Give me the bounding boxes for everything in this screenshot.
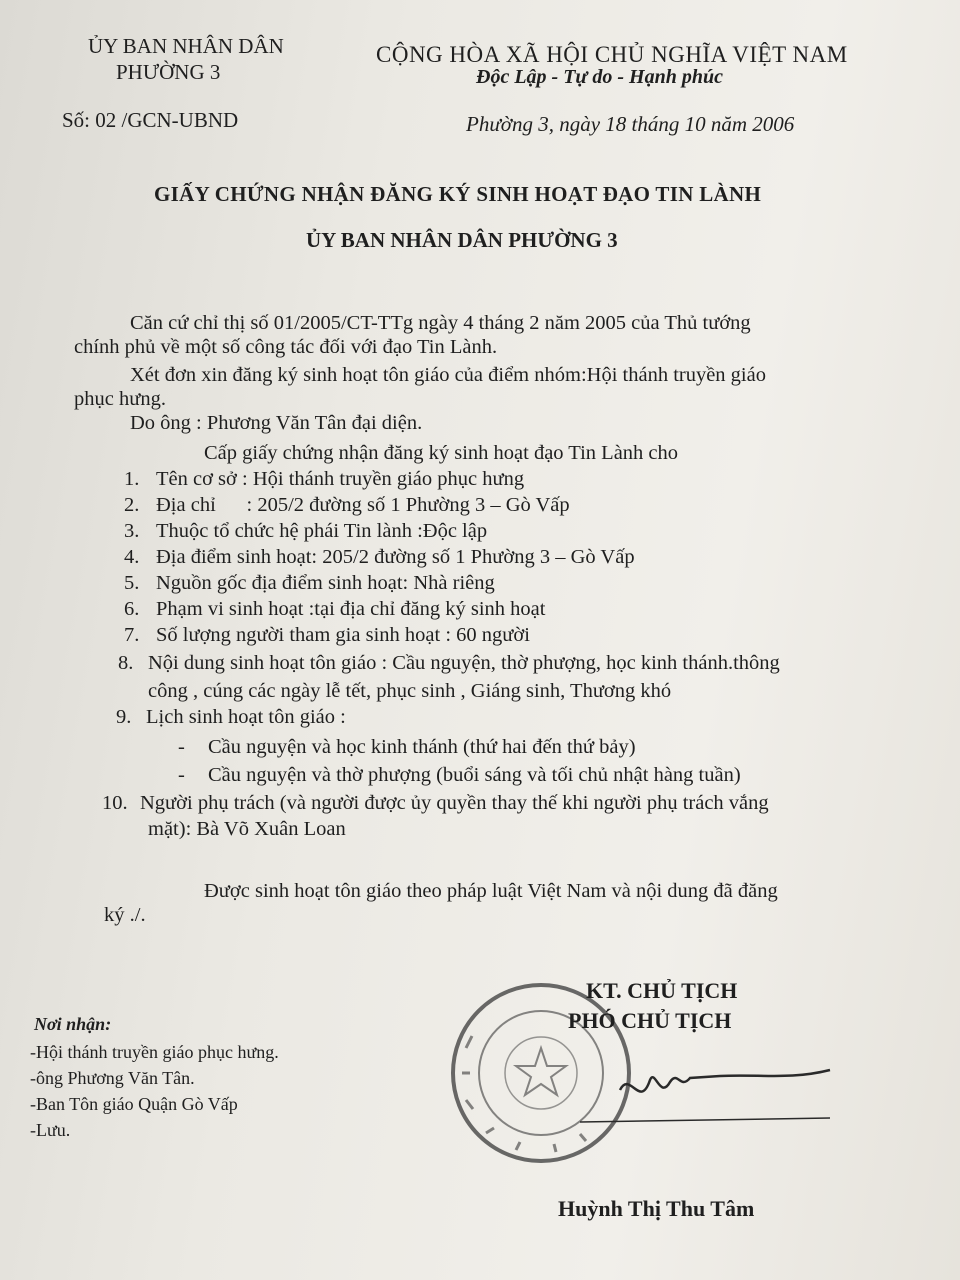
recipient-item: -Lưu.	[30, 1120, 71, 1140]
recipient-item: -Ban Tôn giáo Quận Gò Vấp	[30, 1094, 238, 1114]
signature-title-2: PHÓ CHỦ TỊCH	[568, 1008, 732, 1033]
list-item	[124, 520, 488, 543]
document-title: GIẤY CHỨNG NHẬN ĐĂNG KÝ SINH HOẠT ĐẠO TIN LÀNH	[154, 182, 762, 206]
paragraph-application-2: phục hưng.	[74, 388, 166, 410]
dash-bullet: -	[178, 736, 185, 758]
place-date: Phường 3, ngày 18 tháng 10 năm 2006	[466, 112, 795, 136]
list-item	[118, 652, 780, 675]
national-title: CỘNG HÒA XÃ HỘI CHỦ NGHĨA VIỆT NAM	[376, 42, 848, 67]
item-text: Người phụ trách (và người được ủy quyền thay thế khi người phụ trách vắng	[140, 792, 769, 814]
list-item	[124, 624, 530, 647]
recipients-heading: Nơi nhận:	[34, 1014, 112, 1034]
item-text: Địa điểm sinh hoạt: 205/2 đường số 1 Phường 3 – Gò Vấp	[156, 546, 635, 568]
list-item	[102, 792, 769, 815]
closing-statement-1: Được sinh hoạt tôn giáo theo pháp luật Việt Nam và nội dung đã đăng	[204, 880, 778, 902]
list-item	[124, 468, 525, 491]
list-item	[124, 546, 635, 569]
signer-name: Huỳnh Thị Thu Tâm	[558, 1196, 755, 1221]
item-text: Nội dung sinh hoạt tôn giáo : Cầu nguyện, thờ phượng, học kinh thánh.thông	[148, 652, 780, 674]
list-item	[124, 598, 546, 621]
list-item	[124, 494, 570, 517]
item-text: Số lượng người tham gia sinh hoạt : 60 người	[156, 624, 530, 646]
national-motto: Độc Lập - Tự do - Hạnh phúc	[476, 66, 723, 88]
list-item	[116, 706, 346, 729]
item-number: 10.	[102, 792, 128, 814]
recipient-item: -Hội thánh truyền giáo phục hưng.	[30, 1042, 279, 1062]
item-number: 6.	[124, 598, 140, 620]
schedule-item	[178, 764, 741, 787]
document-number: Số: 02 /GCN-UBND	[62, 108, 239, 132]
item-number: 5.	[124, 572, 140, 594]
item-number: 2.	[124, 494, 140, 516]
item-text: Địa chỉ : 205/2 đường số 1 Phường 3 – Gò Vấp	[156, 494, 570, 516]
schedule-item	[178, 736, 636, 759]
schedule-text: Cầu nguyện và thờ phượng (buổi sáng và tối chủ nhật hàng tuần)	[208, 764, 741, 786]
item-text: Phạm vi sinh hoạt :tại địa chỉ đăng ký sinh hoạt	[156, 598, 546, 620]
handwritten-signature	[560, 1050, 840, 1140]
paragraph-legal-basis-2: chính phủ về một số công tác đối với đạo Tin Lành.	[74, 336, 498, 358]
item-number: 8.	[118, 652, 134, 674]
paragraph-representative: Do ông : Phương Văn Tân đại diện.	[130, 412, 423, 434]
paragraph-legal-basis-1: Căn cứ chỉ thị số 01/2005/CT-TTg ngày 4 tháng 2 năm 2005 của Thủ tướng	[130, 312, 751, 334]
item-text: Lịch sinh hoạt tôn giáo :	[146, 706, 346, 728]
paragraph-grant: Cấp giấy chứng nhận đăng ký sinh hoạt đạo Tin Lành cho	[204, 442, 679, 464]
document-subtitle: ỦY BAN NHÂN DÂN PHƯỜNG 3	[306, 228, 618, 252]
item-text: Nguồn gốc địa điểm sinh hoạt: Nhà riêng	[156, 572, 495, 594]
item-text: Tên cơ sở : Hội thánh truyền giáo phục hưng	[156, 468, 525, 490]
item-number: 4.	[124, 546, 140, 568]
signature-title-1: KT. CHỦ TỊCH	[586, 978, 738, 1003]
recipient-item: -ông Phương Văn Tân.	[30, 1068, 195, 1088]
item-number: 9.	[116, 706, 132, 728]
item-text: Thuộc tổ chức hệ phái Tin lành :Độc lập	[156, 520, 488, 542]
issuing-org-line1: ỦY BAN NHÂN DÂN	[88, 34, 284, 58]
closing-statement-2: ký ./.	[104, 904, 146, 926]
item-number: 1.	[124, 468, 140, 490]
item-number: 7.	[124, 624, 140, 646]
item-number: 3.	[124, 520, 140, 542]
schedule-text: Cầu nguyện và học kinh thánh (thứ hai đến thứ bảy)	[208, 736, 636, 758]
list-item	[124, 572, 495, 595]
issuing-org-line2: PHƯỜNG 3	[116, 60, 221, 84]
dash-bullet: -	[178, 764, 185, 786]
item-text-continued: mặt): Bà Võ Xuân Loan	[148, 818, 346, 840]
item-text-continued: công , cúng các ngày lễ tết, phục sinh , Giáng sinh, Thương khó	[148, 680, 672, 702]
paragraph-application-1: Xét đơn xin đăng ký sinh hoạt tôn giáo của điểm nhóm:Hội thánh truyền giáo	[130, 364, 766, 386]
